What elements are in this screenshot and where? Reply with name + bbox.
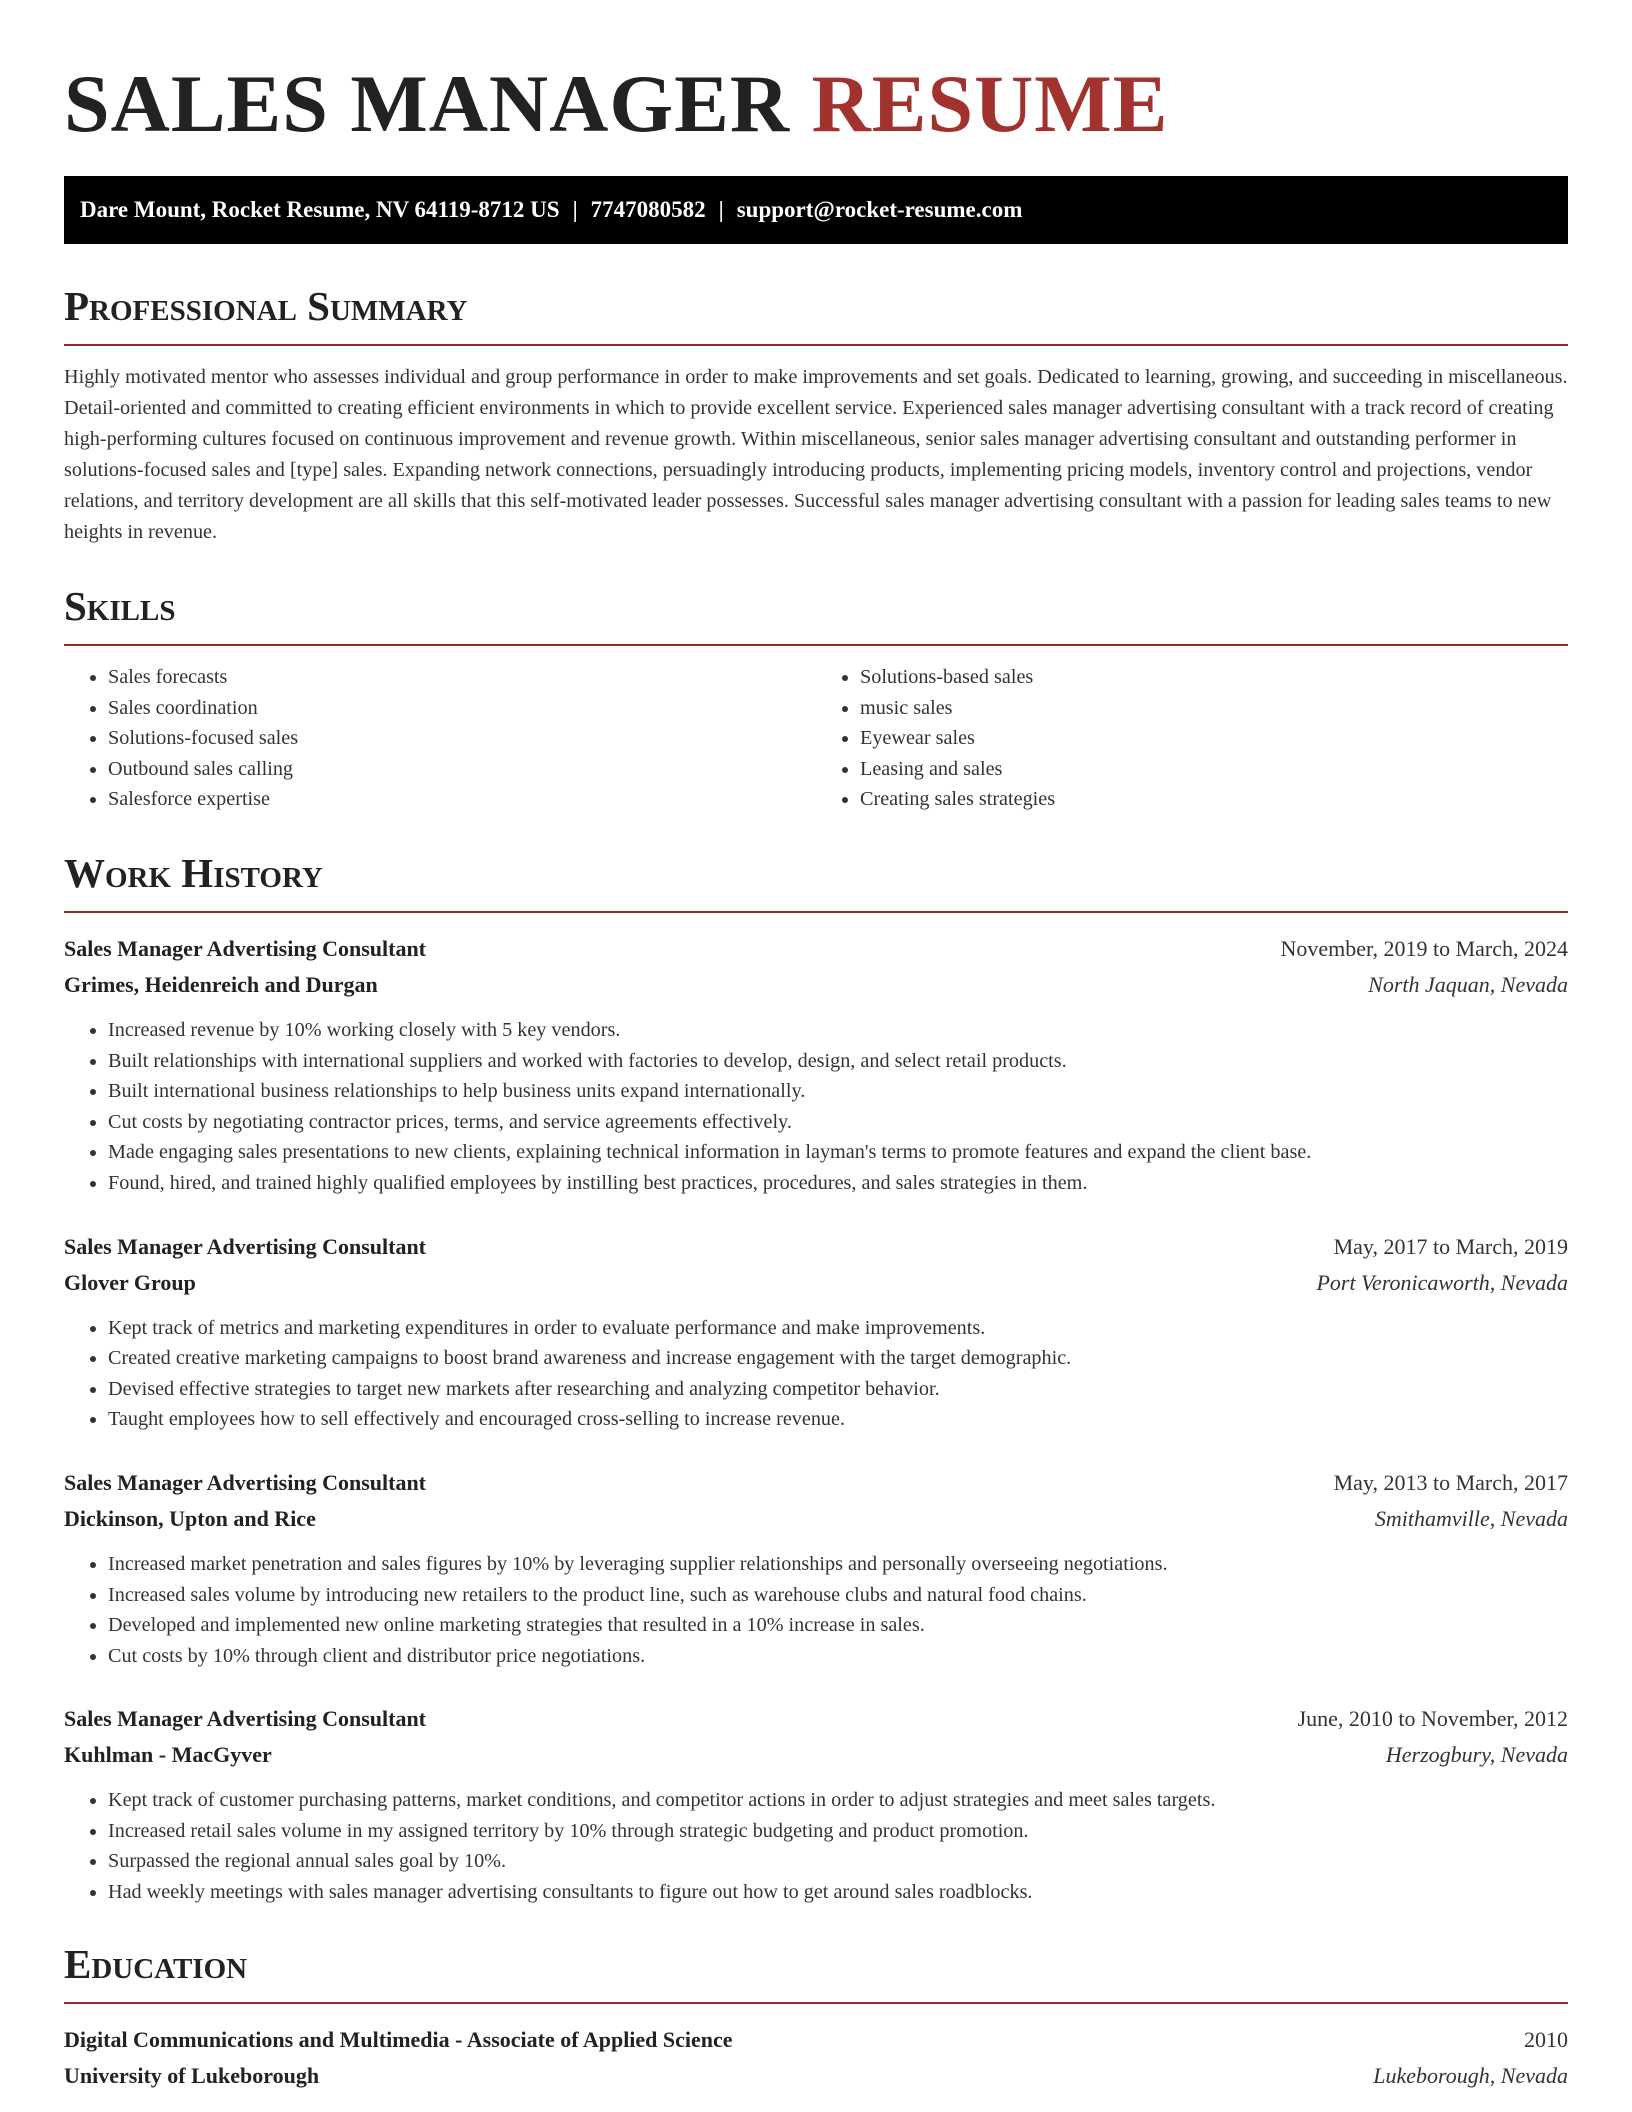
job-entry xyxy=(64,1701,1568,1907)
summary-heading: Professional Summary xyxy=(64,280,1568,346)
contact-address: Dare Mount, Rocket Resume, NV 64119-8712 US xyxy=(80,197,560,222)
job-duty: • Cut costs by negotiating contractor prices, terms, and service agreements effectively. xyxy=(108,1107,1568,1138)
job-duty: • Increased sales volume by introducing new retailers to the product line, such as warehouse clubs and natural food chains. xyxy=(108,1580,1568,1611)
education-degree: Digital Communications and Multimedia - Associate of Applied Science xyxy=(64,2026,733,2052)
job-company-row xyxy=(64,1737,1568,1773)
skill-item: • Salesforce expertise xyxy=(108,784,816,815)
job-entry xyxy=(64,1229,1568,1435)
job-title-row xyxy=(64,1701,1568,1737)
job-duty: • Devised effective strategies to target new markets after researching and analyzing competitor behavior. xyxy=(108,1374,1568,1405)
job-duty: • Found, hired, and trained highly qualified employees by instilling best practices, procedures, and sales strategies in them. xyxy=(108,1168,1568,1199)
education-entry xyxy=(64,2022,1568,2094)
contact-phone[interactable]: 7747080582 xyxy=(590,197,706,222)
job-company: Grimes, Heidenreich and Durgan xyxy=(64,971,378,997)
contact-bar xyxy=(64,176,1568,244)
job-duty: • Had weekly meetings with sales manager advertising consultants to figure out how to get around sales roadblocks. xyxy=(108,1877,1568,1908)
job-duty: • Increased retail sales volume in my assigned territory by 10% through strategic budgeting and product promotion. xyxy=(108,1816,1568,1847)
contact-email[interactable]: support@rocket-resume.com xyxy=(736,197,1023,222)
job-duties xyxy=(64,1549,1568,1671)
skill-item: • Sales forecasts xyxy=(108,662,816,693)
skill-item: • music sales xyxy=(860,693,1568,724)
job-duties xyxy=(64,1015,1568,1199)
job-duty: • Increased revenue by 10% working closely with 5 key vendors. xyxy=(108,1015,1568,1046)
contact-separator: | xyxy=(718,197,724,222)
job-duty: • Created creative marketing campaigns to boost brand awareness and increase engagement with the target demographic. xyxy=(108,1343,1568,1374)
job-duty: • Made engaging sales presentations to new clients, explaining technical information in layman's terms to promote features and expand the client base. xyxy=(108,1137,1568,1168)
job-title: Sales Manager Advertising Consultant xyxy=(64,1469,427,1495)
education-location: Lukeborough, Nevada xyxy=(1373,2062,1568,2088)
job-location: Herzogbury, Nevada xyxy=(1385,1742,1568,1768)
job-duty: • Cut costs by 10% through client and distributor price negotiations. xyxy=(108,1641,1568,1672)
resume-page xyxy=(64,0,1568,2094)
skill-item: • Solutions-focused sales xyxy=(108,723,816,754)
job-title-row xyxy=(64,931,1568,967)
job-company-row xyxy=(64,1265,1568,1301)
title-main: SALES MANAGER xyxy=(64,58,791,149)
job-title: Sales Manager Advertising Consultant xyxy=(64,935,427,961)
title-accent: RESUME xyxy=(811,58,1169,149)
job-dates: May, 2017 to March, 2019 xyxy=(1333,1233,1568,1259)
contact-separator: | xyxy=(572,197,578,222)
education-year: 2010 xyxy=(1524,2026,1568,2052)
job-location: Smithamville, Nevada xyxy=(1374,1505,1568,1531)
job-dates: November, 2019 to March, 2024 xyxy=(1280,935,1568,961)
resume-title xyxy=(64,0,1568,150)
job-duty: • Kept track of metrics and marketing expenditures in order to evaluate performance and make improvements. xyxy=(108,1313,1568,1344)
work-history-heading: Work History xyxy=(64,847,1568,913)
job-location: North Jaquan, Nevada xyxy=(1368,971,1568,997)
job-title: Sales Manager Advertising Consultant xyxy=(64,1233,427,1259)
job-dates: May, 2013 to March, 2017 xyxy=(1333,1469,1568,1495)
skill-item: • Outbound sales calling xyxy=(108,754,816,785)
job-title-row xyxy=(64,1465,1568,1501)
job-entry xyxy=(64,931,1568,1199)
job-company: Kuhlman - MacGyver xyxy=(64,1742,272,1768)
skills-list-left xyxy=(64,662,816,815)
job-company-row xyxy=(64,967,1568,1003)
skill-item: • Eyewear sales xyxy=(860,723,1568,754)
skill-item: • Sales coordination xyxy=(108,693,816,724)
job-duty: • Built international business relationships to help business units expand internationally. xyxy=(108,1076,1568,1107)
skills-list-right xyxy=(816,662,1568,815)
job-title-row xyxy=(64,1229,1568,1265)
job-duty: • Increased market penetration and sales figures by 10% by leveraging supplier relationships and personally overseeing negotiations. xyxy=(108,1549,1568,1580)
skill-item: • Solutions-based sales xyxy=(860,662,1568,693)
job-entry xyxy=(64,1465,1568,1671)
job-title: Sales Manager Advertising Consultant xyxy=(64,1706,427,1732)
education-heading: Education xyxy=(64,1938,1568,2004)
job-duty: • Surpassed the regional annual sales goal by 10%. xyxy=(108,1846,1568,1877)
education-degree-row xyxy=(64,2022,1568,2058)
skill-item: • Creating sales strategies xyxy=(860,784,1568,815)
job-dates: June, 2010 to November, 2012 xyxy=(1297,1706,1568,1732)
job-location: Port Veronicaworth, Nevada xyxy=(1316,1269,1568,1295)
job-duty: • Kept track of customer purchasing patterns, market conditions, and competitor actions in order to adjust strategies and meet sales targets. xyxy=(108,1785,1568,1816)
job-company-row xyxy=(64,1501,1568,1537)
education-school-row xyxy=(64,2058,1568,2094)
job-duty: • Built relationships with international suppliers and worked with factories to develop, design, and select retail products. xyxy=(108,1046,1568,1077)
job-duty: • Developed and implemented new online marketing strategies that resulted in a 10% increase in sales. xyxy=(108,1610,1568,1641)
skills-heading: Skills xyxy=(64,580,1568,646)
summary-text: Highly motivated mentor who assesses individual and group performance in order to make improvements and set goals. Dedicated to learning, growing, and succeeding in miscellaneous. Detail-oriented and committed to creating efficient environments in which to provide excellent service. Experienced sales manager advertising consultant with a track record of creating high-performing cultures focused on continuous improvement and revenue growth. Within miscellaneous, senior sales manager advertising consultant and outstanding performer in solutions-focused sales and [type] sales. Expanding network connections, persuadingly introducing products, implementing pricing models, inventory control and projections, vendor relations, and territory development are all skills that this self-motivated leader possesses. Successful sales manager advertising consultant with a passion for leading sales teams to new heights in revenue. xyxy=(64,366,1568,543)
job-duties xyxy=(64,1785,1568,1907)
job-duties xyxy=(64,1313,1568,1435)
job-duty: • Taught employees how to sell effectively and encouraged cross-selling to increase revenue. xyxy=(108,1404,1568,1435)
job-company: Dickinson, Upton and Rice xyxy=(64,1505,316,1531)
education-school: University of Lukeborough xyxy=(64,2062,320,2088)
skill-item: • Leasing and sales xyxy=(860,754,1568,785)
skills-columns xyxy=(64,662,1568,815)
job-company: Glover Group xyxy=(64,1269,196,1295)
